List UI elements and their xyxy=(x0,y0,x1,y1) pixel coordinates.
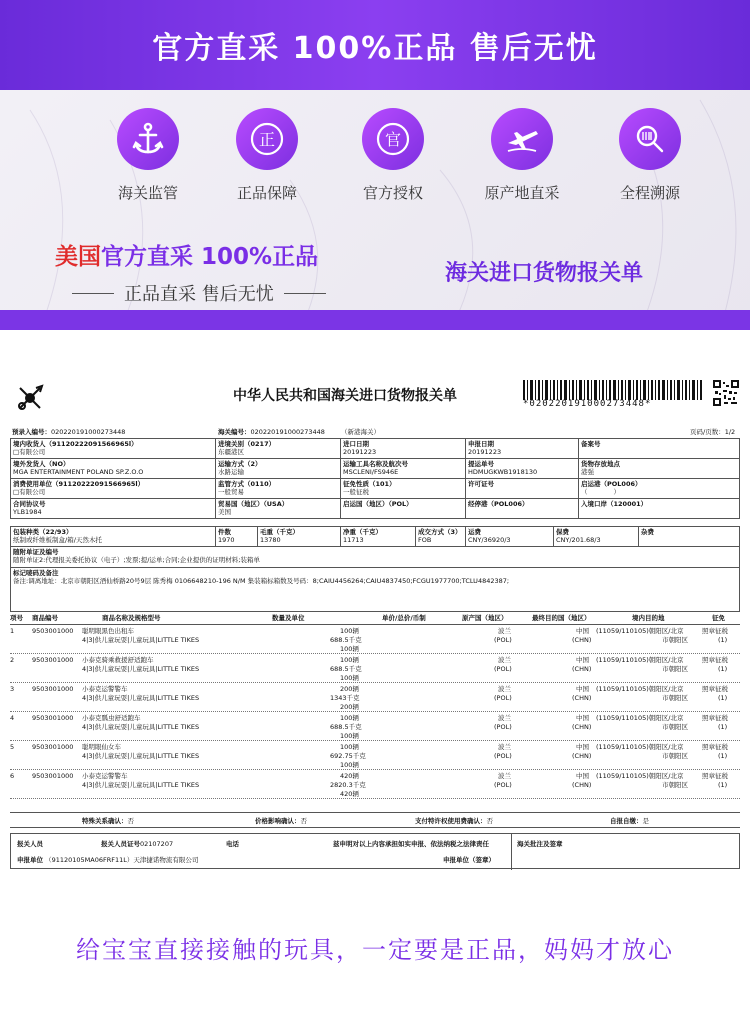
item-dest: 中国 xyxy=(576,714,589,722)
item-code: 9503001000 xyxy=(32,656,74,664)
field-levy-nature: 征免性质（101） 一般征税 xyxy=(341,479,466,499)
banner-title: 官方直采 100%正品 售后无忧 xyxy=(152,31,598,66)
magnifier-trace-icon xyxy=(619,108,681,170)
item-origin: 波兰 xyxy=(498,656,511,664)
goods-list-header: 项号 商品编号 商品名称及规格型号 数量及单位 单价/总价/币制 原产国（地区） 最终目的国（地区） 境内目的地 征免 xyxy=(10,614,740,625)
confirm-self-pay: 自报自缴：是 xyxy=(610,817,649,825)
genuine-zheng-icon xyxy=(236,108,298,170)
field-bill-no: 提运单号 HDMUGKWB1918130 xyxy=(466,459,579,479)
item-code: 9503001000 xyxy=(32,627,74,635)
anchor-icon xyxy=(117,108,179,170)
item-tax: 照章征税 xyxy=(702,714,728,722)
divider-line xyxy=(72,293,114,294)
item-tax: 照章征税 xyxy=(702,772,728,780)
docs-row xyxy=(11,547,740,568)
unit-seal: 申报单位（签章） xyxy=(443,856,495,864)
item-dest-code: (CHN) xyxy=(572,781,592,789)
goods-item-row xyxy=(10,741,740,770)
field-trade-country: 贸易国（地区）（USA） 美国 xyxy=(216,499,341,519)
feature-official xyxy=(333,108,453,203)
field-shipper: 境外发货人（NO） MGA ENTERTAINMENT POLAND SP.Z.O.O xyxy=(11,459,216,479)
grid-row-4 xyxy=(11,499,740,519)
item-q3: 420辆 xyxy=(340,790,359,798)
item-dest-code: (CHN) xyxy=(572,752,592,760)
grid-row-1 xyxy=(11,439,740,459)
item-q2: 1343千克 xyxy=(330,694,360,702)
declaration-header xyxy=(8,370,742,422)
slogan-prefix: 美国 xyxy=(55,244,101,270)
field-departure-country: 启运国（地区）（POL） xyxy=(341,499,466,519)
feature-row xyxy=(0,108,750,208)
item-dest: 中国 xyxy=(576,656,589,664)
prerecord-number: 预录入编号：020220191000273448 xyxy=(12,428,126,436)
field-import-date: 进口日期 20191223 xyxy=(341,439,466,459)
grid-row-2 xyxy=(11,459,740,479)
item-origin-code: (POL) xyxy=(494,781,512,789)
sub-slogan xyxy=(62,280,336,306)
slogan xyxy=(55,238,318,271)
item-origin-code: (POL) xyxy=(494,694,512,702)
item-spec: 4|3|供儿童玩耍|儿童玩具|LITTLE TIKES xyxy=(82,752,200,760)
purple-strip xyxy=(0,310,750,330)
declaring-unit: 申报单位 （91120105MA06FRF11L）天津捷诺物流有限公司 xyxy=(17,856,199,864)
goods-item-row xyxy=(10,683,740,712)
feature-label: 正品保障 xyxy=(236,184,297,202)
customs-note: 海关批注及签章 xyxy=(517,840,563,848)
package-grid xyxy=(10,526,740,612)
field-record-no: 备案号 xyxy=(579,439,740,459)
item-tax: 照章征税 xyxy=(702,656,728,664)
item-q1: 100辆 xyxy=(340,714,359,722)
item-origin-code: (POL) xyxy=(494,723,512,731)
item-district: (11059/110105)朝阳区/北京 xyxy=(596,685,684,693)
item-name: 小泰克运警警车 xyxy=(82,772,128,780)
goods-item-row xyxy=(10,654,740,683)
svg-text:正: 正 xyxy=(258,130,276,149)
feature-origin xyxy=(462,108,582,203)
goods-list xyxy=(10,614,740,799)
item-dest-code: (CHN) xyxy=(572,665,592,673)
item-district2: 市朝阳区 xyxy=(662,752,688,760)
item-district2: 市朝阳区 xyxy=(662,723,688,731)
declarer-id: 报关人员证号02107207 xyxy=(101,840,174,848)
item-q2: 688.5千克 xyxy=(330,723,362,731)
item-spec: 4|3|供儿童玩耍|儿童玩具|LITTLE TIKES xyxy=(82,636,200,644)
field-gross-weight: 毛重（千克） 13780 xyxy=(258,527,341,547)
slogan-main: 官方直采 100%正品 xyxy=(101,244,319,270)
item-no: 3 xyxy=(10,685,15,693)
item-code: 9503001000 xyxy=(32,685,74,693)
item-tax-code: (1) xyxy=(718,694,728,702)
marks-row xyxy=(11,568,740,612)
cert-title: 海关进口货物报关单 xyxy=(445,261,644,286)
item-no: 1 xyxy=(10,627,15,635)
field-freight: 运费 CNY/36920/3 xyxy=(466,527,554,547)
item-name: 聪明眼仙女车 xyxy=(82,743,121,751)
goods-item-row xyxy=(10,712,740,741)
barcode-icon xyxy=(523,380,703,400)
item-spec: 4|3|供儿童玩耍|儿童玩具|LITTLE TIKES xyxy=(82,694,200,702)
confirm-row xyxy=(10,812,740,828)
item-dest: 中国 xyxy=(576,627,589,635)
customs-emblem-icon xyxy=(14,382,46,414)
item-q2: 2820.3千克 xyxy=(330,781,366,789)
item-origin: 波兰 xyxy=(498,772,511,780)
item-code: 9503001000 xyxy=(32,743,74,751)
item-dest-code: (CHN) xyxy=(572,636,592,644)
field-storage: 货物存放地点 港强 xyxy=(579,459,740,479)
field-consumer: 消费使用单位（91120222091566965l） □有限公司 xyxy=(11,479,216,499)
top-banner xyxy=(0,0,750,90)
field-package-type: 包装种类（22/93） 纸制或纤维板制盒/箱/天然木托 xyxy=(11,527,216,547)
svg-text:官: 官 xyxy=(384,130,402,149)
official-guan-icon xyxy=(362,108,424,170)
feature-label: 原产地直采 xyxy=(484,184,560,202)
field-departure-port: 启运港（POL006） （ ） xyxy=(579,479,740,499)
item-q3: 100辆 xyxy=(340,732,359,740)
item-district2: 市朝阳区 xyxy=(662,694,688,702)
item-origin: 波兰 xyxy=(498,714,511,722)
declarer-box xyxy=(10,833,740,869)
feature-genuine xyxy=(207,108,327,203)
customs-declaration xyxy=(8,370,742,875)
item-no: 5 xyxy=(10,743,15,751)
item-dest-code: (CHN) xyxy=(572,694,592,702)
item-q3: 200辆 xyxy=(340,703,359,711)
customs-number: 海关编号：020220191000273448 （新港海关） xyxy=(218,428,381,436)
goods-item-row xyxy=(10,625,740,654)
phone-label: 电话 xyxy=(226,840,239,848)
item-district: (11059/110105)朝阳区/北京 xyxy=(596,743,684,751)
item-tax-code: (1) xyxy=(718,781,728,789)
item-dest: 中国 xyxy=(576,743,589,751)
feature-label: 海关监管 xyxy=(117,184,178,202)
grid-row-5 xyxy=(11,527,740,547)
item-origin: 波兰 xyxy=(498,627,511,635)
field-entry-port: 入境口岸（120001） xyxy=(579,499,740,519)
qr-code-icon xyxy=(713,380,739,406)
field-contract: 合同协议号 YLB1984 xyxy=(11,499,216,519)
item-q3: 100辆 xyxy=(340,761,359,769)
barcode-number: *02022019100027344​8* xyxy=(523,399,652,409)
item-q2: 692.75千克 xyxy=(330,752,366,760)
item-origin: 波兰 xyxy=(498,743,511,751)
item-q1: 200辆 xyxy=(340,685,359,693)
item-tax: 照章征税 xyxy=(702,685,728,693)
item-tax-code: (1) xyxy=(718,752,728,760)
item-spec: 4|3|供儿童玩耍|儿童玩具|LITTLE TIKES xyxy=(82,665,200,673)
field-net-weight: 净重（千克） 11713 xyxy=(341,527,416,547)
item-district2: 市朝阳区 xyxy=(662,781,688,789)
promo-header xyxy=(0,0,750,330)
item-q1: 100辆 xyxy=(340,743,359,751)
item-origin: 波兰 xyxy=(498,685,511,693)
field-supervision: 监管方式（0110） 一般贸易 xyxy=(216,479,341,499)
grid-row-3 xyxy=(11,479,740,499)
item-tax-code: (1) xyxy=(718,665,728,673)
declaration-header-grid xyxy=(10,438,740,519)
item-district: (11059/110105)朝阳区/北京 xyxy=(596,714,684,722)
item-name: 小泰克瓢虫舒适跑车 xyxy=(82,714,141,722)
confirm-royalty: 支付特许权使用费确认：否 xyxy=(415,817,493,825)
field-insurance: 保费 CNY/201.68/3 xyxy=(554,527,639,547)
field-docs: 随附单证及编号 随附单证2:代理报关委托协议（电子）;发票;提/运单;合同;企业提供的证明材料;装箱单 xyxy=(11,547,740,568)
item-district: (11059/110105)朝阳区/北京 xyxy=(596,772,684,780)
sub-slogan-text: 正品直采 售后无忧 xyxy=(124,284,274,305)
item-tax-code: (1) xyxy=(718,723,728,731)
item-q1: 420辆 xyxy=(340,772,359,780)
item-dest-code: (CHN) xyxy=(572,723,592,731)
item-q2: 688.5千克 xyxy=(330,636,362,644)
item-name: 聪明眼黑色出租车 xyxy=(82,627,134,635)
item-q1: 100辆 xyxy=(340,656,359,664)
feature-label: 官方授权 xyxy=(362,184,423,202)
field-transit-port: 经停港（POL006） xyxy=(466,499,579,519)
item-spec: 4|3|供儿童玩耍|儿童玩具|LITTLE TIKES xyxy=(82,723,200,731)
confirm-special: 特殊关系确认：否 xyxy=(82,817,134,825)
field-consignee: 境内收货人（91120222091566965l） □有限公司 xyxy=(11,439,216,459)
field-vessel: 运输工具名称及航次号 MSCLENI/FS946E xyxy=(341,459,466,479)
item-no: 6 xyxy=(10,772,15,780)
item-q2: 688.5千克 xyxy=(330,665,362,673)
divider-line xyxy=(511,834,512,870)
field-entry-customs: 进境关别（0217） 东疆港区 xyxy=(216,439,341,459)
item-district: (11059/110105)朝阳区/北京 xyxy=(596,656,684,664)
item-code: 9503001000 xyxy=(32,714,74,722)
field-pieces: 件数 1970 xyxy=(216,527,258,547)
field-trade-term: 成交方式（3） FOB xyxy=(416,527,466,547)
item-code: 9503001000 xyxy=(32,772,74,780)
page-number: 页码/页数：1/2 xyxy=(690,428,736,436)
item-no: 4 xyxy=(10,714,15,722)
item-spec: 4|3|供儿童玩耍|儿童玩具|LITTLE TIKES xyxy=(82,781,200,789)
field-marks: 标记唛码及备注 备注:调离地址：北京市朝阳区酒仙桥路20号9层 陈秀梅 0106648210-196 N/M 集装箱标箱数及号码：8;CAIU4456264;CAIU4837450;FCGU1977700;TCLU4842387; xyxy=(11,568,740,612)
item-origin-code: (POL) xyxy=(494,665,512,673)
feature-customs xyxy=(88,108,208,203)
item-tax: 照章征税 xyxy=(702,627,728,635)
item-name: 小泰克骑乘救援舒适跑车 xyxy=(82,656,154,664)
item-district2: 市朝阳区 xyxy=(662,665,688,673)
item-q3: 100辆 xyxy=(340,645,359,653)
divider-line xyxy=(284,293,326,294)
item-dest: 中国 xyxy=(576,772,589,780)
goods-item-row xyxy=(10,770,740,799)
declarer-label: 报关人员 xyxy=(17,840,43,848)
field-license: 许可证号 xyxy=(466,479,579,499)
declaration-title: 中华人民共和国海关进口货物报关单 xyxy=(233,388,457,404)
item-dest: 中国 xyxy=(576,685,589,693)
confirm-price: 价格影响确认：否 xyxy=(255,817,307,825)
item-q3: 100辆 xyxy=(340,674,359,682)
item-district2: 市朝阳区 xyxy=(662,636,688,644)
feature-label: 全程溯源 xyxy=(619,184,680,202)
field-misc-fee: 杂费 xyxy=(639,527,740,547)
item-no: 2 xyxy=(10,656,15,664)
field-transport-mode: 运输方式（2） 水路运输 xyxy=(216,459,341,479)
item-tax-code: (1) xyxy=(718,636,728,644)
item-district: (11059/110105)朝阳区/北京 xyxy=(596,627,684,635)
item-origin-code: (POL) xyxy=(494,636,512,644)
item-origin-code: (POL) xyxy=(494,752,512,760)
item-name: 小泰克运警警车 xyxy=(82,685,128,693)
airplane-icon xyxy=(491,108,553,170)
field-declare-date: 申报日期 20191223 xyxy=(466,439,579,459)
item-q1: 100辆 xyxy=(340,627,359,635)
item-tax: 照章征税 xyxy=(702,743,728,751)
statement: 兹申明对以上内容承担如实申报、依法纳税之法律责任 xyxy=(333,840,489,848)
bottom-slogan: 给宝宝直接接触的玩具，一定要是正品，妈妈才放心 xyxy=(76,936,674,964)
feature-trace xyxy=(590,108,710,203)
